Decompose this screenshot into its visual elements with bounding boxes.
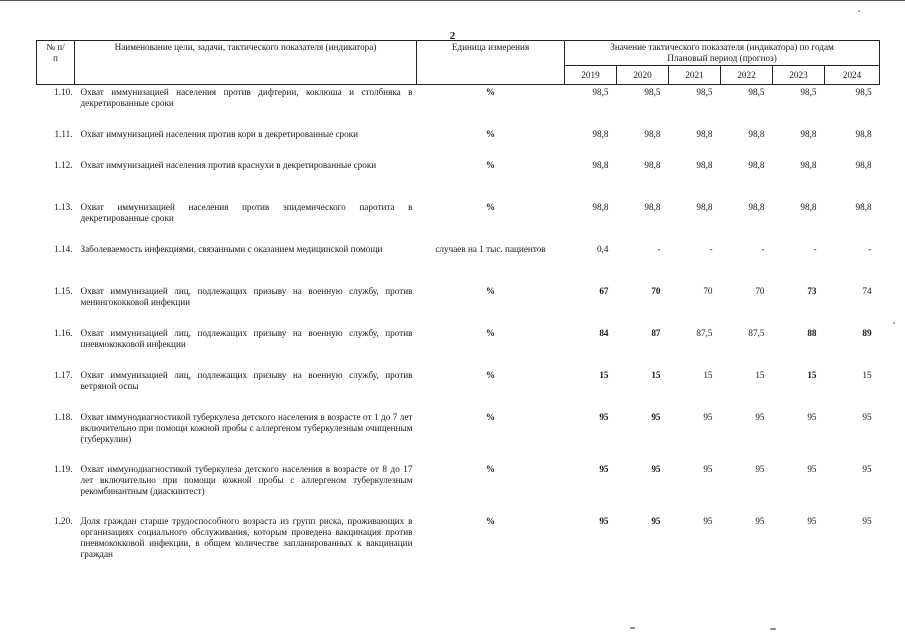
table-row — [37, 462, 880, 514]
value-cell: 87,5 — [696, 327, 713, 338]
value-cell: 95 — [599, 515, 609, 526]
value-cell: 98,5 — [855, 87, 872, 97]
unit-of-measure: % — [485, 327, 496, 338]
value-cell: 98,5 — [696, 87, 713, 97]
table-row — [37, 284, 880, 326]
value-cell: 98,8 — [748, 201, 765, 212]
value-cell: 95 — [862, 463, 872, 474]
value-cell: 98,8 — [748, 128, 765, 139]
value-cell: 98,8 — [696, 201, 713, 212]
value-cell: 95 — [807, 411, 817, 422]
table-row — [37, 410, 880, 462]
value-cell: 70 — [651, 285, 661, 296]
value-cell: 98,5 — [800, 87, 817, 97]
table-row — [37, 158, 880, 200]
unit-of-measure: случаев на 1 тыс. пациентов — [435, 243, 546, 254]
indicator-name: Охват иммунизацией населения против кори в декретированные сроки — [80, 128, 359, 139]
header-planning-period: Плановый период (прогноз) — [565, 53, 880, 66]
header-year: 2022 — [721, 66, 773, 85]
value-cell: 95 — [651, 515, 661, 526]
row-number: 1.12. — [54, 159, 73, 170]
row-number: 1.15. — [54, 285, 73, 296]
unit-of-measure: % — [485, 201, 496, 212]
header-year: 2019 — [565, 66, 617, 85]
value-cell: 15 — [599, 369, 609, 380]
value-cell: 15 — [862, 369, 872, 380]
value-cell: 95 — [703, 463, 713, 474]
value-cell: 15 — [807, 369, 817, 380]
value-cell: - — [868, 243, 872, 254]
value-cell: 98,8 — [855, 159, 872, 170]
value-cell: 95 — [703, 411, 713, 422]
table-row — [37, 326, 880, 368]
value-cell: 98,8 — [855, 201, 872, 212]
value-cell: 70 — [703, 285, 713, 296]
indicator-name: Доля граждан старше трудоспособного возраста из групп риска, проживающих в организациях социального обслуживания, которым проведена вакцинация против пневмококковой инфекции, в общем количестве запланированных к вакцинации граждан — [80, 515, 413, 559]
scan-speck — [630, 627, 635, 629]
value-cell: 15 — [703, 369, 713, 380]
value-cell: 98,8 — [592, 201, 609, 212]
unit-of-measure: % — [485, 369, 496, 380]
value-cell: 15 — [651, 369, 661, 380]
header-year: 2021 — [669, 66, 721, 85]
value-cell: 95 — [651, 411, 661, 422]
value-cell: 95 — [807, 515, 817, 526]
value-cell: 98,8 — [644, 201, 661, 212]
indicator-name: Заболеваемость инфекциями, связанными с оказанием медицинской помощи — [80, 243, 383, 254]
value-cell: - — [813, 243, 817, 254]
value-cell: 98,5 — [592, 87, 609, 97]
value-cell: 95 — [599, 463, 609, 474]
page-number: 2 — [449, 30, 456, 42]
value-cell: 98,8 — [748, 159, 765, 170]
value-cell: 98,8 — [644, 159, 661, 170]
table-row — [37, 514, 880, 578]
value-cell: 95 — [862, 411, 872, 422]
row-number: 1.19. — [54, 463, 73, 474]
unit-of-measure: % — [485, 515, 496, 526]
value-cell: 95 — [807, 463, 817, 474]
indicator-name: Охват иммунизацией лиц, подлежащих призыву на военную службу, против пневмококковой инфекции — [80, 327, 413, 349]
table-row — [37, 85, 880, 127]
row-number: 1.16. — [54, 327, 73, 338]
value-cell: 98,8 — [592, 159, 609, 170]
row-number: 1.11. — [54, 128, 73, 139]
header-year: 2020 — [617, 66, 669, 85]
value-cell: 84 — [599, 327, 609, 338]
unit-of-measure: % — [485, 411, 496, 422]
value-cell: 95 — [651, 463, 661, 474]
header-values: Значение тактического показателя (индикатора) по годам — [565, 41, 880, 54]
scan-speck — [858, 10, 860, 12]
value-cell: 98,8 — [800, 201, 817, 212]
unit-of-measure: % — [485, 463, 496, 474]
indicator-name: Охват иммунизацией населения против дифтерии, коклюша и столбняка в декретированные сроки — [80, 87, 413, 108]
value-cell: 95 — [755, 411, 765, 422]
unit-of-measure: % — [485, 285, 496, 296]
value-cell: 87,5 — [748, 327, 765, 338]
value-cell: 98,8 — [855, 128, 872, 139]
top-border-line — [0, 0, 905, 1]
table-row — [37, 368, 880, 410]
value-cell: - — [657, 243, 661, 254]
value-cell: 15 — [755, 369, 765, 380]
value-cell: 95 — [755, 515, 765, 526]
value-cell: 0,4 — [597, 243, 609, 254]
value-cell: 73 — [807, 285, 817, 296]
value-cell: 87 — [651, 327, 661, 338]
value-cell: 95 — [599, 411, 609, 422]
value-cell: - — [709, 243, 713, 254]
table-row — [37, 200, 880, 242]
value-cell: 67 — [599, 285, 609, 296]
scan-speck — [893, 322, 895, 324]
value-cell: 88 — [807, 327, 817, 338]
header-year: 2024 — [825, 66, 880, 85]
value-cell: 98,8 — [696, 159, 713, 170]
table-row — [37, 242, 880, 284]
indicator-name: Охват иммунизацией лиц, подлежащих призыву на военную службу, против ветряной оспы — [80, 369, 413, 391]
unit-of-measure: % — [485, 128, 496, 139]
row-number: 1.14. — [54, 243, 73, 254]
indicator-name: Охват иммунизацией лиц, подлежащих призыву на военную службу, против менингококковой инфекции — [80, 285, 413, 307]
value-cell: 70 — [755, 285, 765, 296]
row-number: 1.17. — [54, 369, 73, 380]
indicator-name: Охват иммунизацией населения против краснухи в декретированные сроки — [80, 159, 377, 170]
table-row — [37, 127, 880, 158]
value-cell: 74 — [862, 285, 872, 296]
scan-speck — [770, 628, 776, 630]
value-cell: 98,8 — [800, 159, 817, 170]
value-cell: 95 — [862, 515, 872, 526]
indicator-name: Охват иммунодиагностикой туберкулеза детского населения в возрасте от 8 до 17 лет включительно при помощи кожной пробы с аллергеном туберкулезным рекомбинантным (диаскинтест) — [80, 463, 413, 496]
value-cell: 98,8 — [592, 128, 609, 139]
value-cell: 98,5 — [748, 87, 765, 97]
value-cell: 98,8 — [800, 128, 817, 139]
indicator-name: Охват иммунодиагностикой туберкулеза детского населения в возрасте от 1 до 7 лет включительно при помощи кожной пробы с аллергеном туберкулезным очищенным (туберкулин) — [80, 411, 413, 444]
header-number: № п/п — [37, 41, 75, 85]
indicators-table — [36, 40, 880, 578]
row-number: 1.20. — [54, 515, 73, 526]
indicator-name: Охват иммунизацией населения против эпидемического паротита в декретированные сроки — [80, 201, 413, 223]
row-number: 1.18. — [54, 411, 73, 422]
value-cell: 98,8 — [644, 128, 661, 139]
row-number: 1.10. — [54, 87, 73, 97]
row-number: 1.13. — [54, 201, 73, 212]
value-cell: 95 — [755, 463, 765, 474]
header-name: Наименование цели, задачи, тактического показателя (индикатора) — [75, 41, 417, 85]
value-cell: - — [761, 243, 765, 254]
unit-of-measure: % — [485, 159, 496, 170]
value-cell: 89 — [862, 327, 872, 338]
unit-of-measure: % — [485, 87, 496, 97]
header-unit: Единица измерения — [417, 41, 565, 85]
value-cell: 98,8 — [696, 128, 713, 139]
value-cell: 98,5 — [644, 87, 661, 97]
value-cell: 95 — [703, 515, 713, 526]
header-year: 2023 — [773, 66, 825, 85]
